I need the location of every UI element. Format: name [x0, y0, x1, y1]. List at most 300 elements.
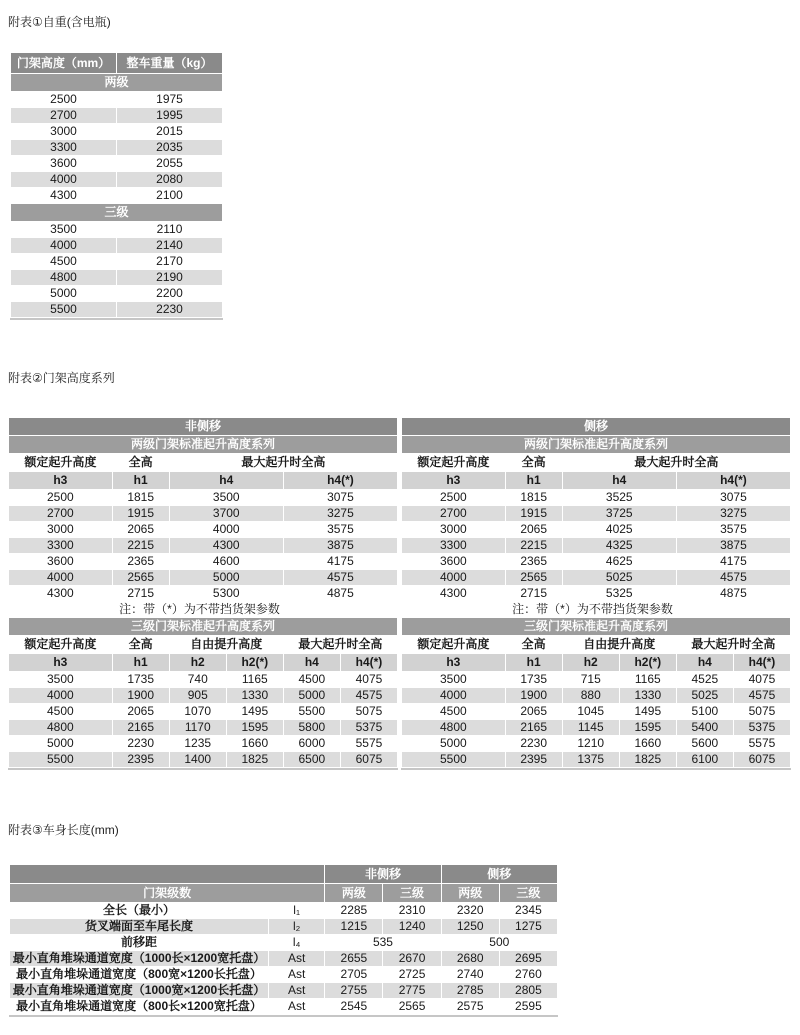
header-cell: h1 [113, 472, 169, 489]
cell: 1400 [170, 752, 226, 767]
cell: 2345 [500, 903, 557, 918]
cell: 1660 [227, 736, 283, 751]
row [402, 522, 790, 537]
cell: 3000 [9, 522, 112, 537]
row [10, 884, 557, 902]
row [11, 286, 222, 301]
self-weight-table [10, 52, 223, 320]
group-header-cell: 侧移 [442, 865, 557, 883]
cell: 2670 [383, 951, 440, 966]
row [11, 74, 222, 91]
cell: 2190 [117, 270, 222, 285]
cell: 2760 [500, 967, 557, 982]
cell: 2170 [117, 254, 222, 269]
cell: 4575 [341, 688, 397, 703]
header-cell: h4 [170, 472, 283, 489]
header-cell: h3 [402, 472, 505, 489]
cell: 3000 [11, 124, 116, 139]
cell: 4325 [563, 538, 676, 553]
cell: 1070 [170, 704, 226, 719]
cell: 2230 [113, 736, 169, 751]
header-cell: 最大起升时全高 [284, 636, 397, 653]
cell: 1330 [227, 688, 283, 703]
row [402, 436, 790, 453]
cell: 2230 [117, 302, 222, 317]
row [402, 454, 790, 471]
row [9, 636, 397, 653]
header-cell: h1 [113, 654, 169, 671]
cell: 2320 [442, 903, 499, 918]
cell: 2200 [117, 286, 222, 301]
cell: 3600 [9, 554, 112, 569]
row [9, 570, 397, 585]
cell: 1275 [500, 919, 557, 934]
row [11, 108, 222, 123]
cell: 1165 [227, 672, 283, 687]
cell: 1815 [506, 490, 562, 505]
cell: 5575 [341, 736, 397, 751]
symbol-cell: l₁ [269, 903, 324, 918]
row [9, 454, 397, 471]
row [402, 720, 790, 735]
row [9, 586, 397, 601]
cell: 1375 [563, 752, 619, 767]
cell: 1595 [620, 720, 676, 735]
row [9, 688, 397, 703]
cell: 1495 [620, 704, 676, 719]
cell: 3075 [677, 490, 790, 505]
header-cell: h4 [677, 654, 733, 671]
row [9, 654, 397, 671]
row-label-cell: 货叉端面至车尾长度 [10, 919, 268, 934]
mast-height-table-non-sideshift [8, 417, 398, 770]
cell: 5375 [734, 720, 790, 735]
series-header-cell: 两级门架标准起升高度系列 [9, 436, 397, 453]
row [11, 188, 222, 203]
row [9, 672, 397, 687]
row [402, 586, 790, 601]
cell: 3500 [9, 672, 112, 687]
cell: 1250 [442, 919, 499, 934]
header-cell: h4 [563, 472, 676, 489]
row [11, 222, 222, 237]
cell: 4500 [284, 672, 340, 687]
cell: 2700 [402, 506, 505, 521]
row [9, 522, 397, 537]
row [11, 254, 222, 269]
header-cell: h4(*) [677, 472, 790, 489]
cell: 4500 [402, 704, 505, 719]
cell: 1145 [563, 720, 619, 735]
cell: 4025 [563, 522, 676, 537]
table2-title: 附表②门架高度系列 [8, 371, 115, 385]
header-cell: 最大起升时全高 [170, 454, 397, 471]
cell: 1595 [227, 720, 283, 735]
header-cell: 最大起升时全高 [677, 636, 790, 653]
header-cell: h3 [402, 654, 505, 671]
cell: 2065 [113, 522, 169, 537]
cell: 5800 [284, 720, 340, 735]
row-label-cell: 最小直角堆垛通道宽度（1000长×1200宽托盘） [10, 951, 268, 966]
header-cell: h2(*) [620, 654, 676, 671]
row-label-cell: 最小直角堆垛通道宽度（1000宽×1200长托盘） [10, 983, 268, 998]
cell: 3725 [563, 506, 676, 521]
cell: 5000 [170, 570, 283, 585]
cell: 1210 [563, 736, 619, 751]
row [402, 506, 790, 521]
cell: 2805 [500, 983, 557, 998]
cell: 500 [442, 935, 557, 950]
cell: 1900 [506, 688, 562, 703]
cell: 4000 [11, 172, 116, 187]
row [402, 490, 790, 505]
row [9, 436, 397, 453]
row [9, 602, 397, 617]
cell: 2500 [402, 490, 505, 505]
cell: 1215 [325, 919, 382, 934]
header-cell: 两级 [325, 884, 382, 902]
cell: 715 [563, 672, 619, 687]
row [402, 472, 790, 489]
cell: 4625 [563, 554, 676, 569]
cell: 2065 [506, 522, 562, 537]
row [11, 92, 222, 107]
row [9, 618, 397, 635]
cell: 5000 [9, 736, 112, 751]
cell: 3575 [284, 522, 397, 537]
row [11, 204, 222, 221]
cell: 4000 [9, 688, 112, 703]
row [10, 951, 557, 966]
header-cell: 全高 [506, 454, 562, 471]
cell: 2575 [442, 999, 499, 1014]
row [11, 124, 222, 139]
header-cell: h4(*) [341, 654, 397, 671]
table1-title: 附表①自重(含电瓶) [8, 15, 111, 29]
cell: 4000 [402, 570, 505, 585]
row [10, 983, 557, 998]
cell: 1815 [113, 490, 169, 505]
row [402, 688, 790, 703]
symbol-cell: Ast [269, 951, 324, 966]
header-cell: h2 [170, 654, 226, 671]
note-cell: 注：带（*）为不带挡货架参数 [402, 602, 676, 617]
cell: 2500 [9, 490, 112, 505]
cell: 1165 [620, 672, 676, 687]
cell: 2785 [442, 983, 499, 998]
row [10, 903, 557, 918]
row [11, 172, 222, 187]
row [10, 865, 557, 883]
header-cell: h4(*) [284, 472, 397, 489]
symbol-cell: Ast [269, 967, 324, 982]
cell: 2110 [117, 222, 222, 237]
cell: 2715 [506, 586, 562, 601]
section-header-cell: 两级 [11, 74, 222, 91]
cell: 4575 [677, 570, 790, 585]
cell: 1660 [620, 736, 676, 751]
cell: 1825 [227, 752, 283, 767]
row [402, 418, 790, 435]
cell: 5000 [11, 286, 116, 301]
row [9, 704, 397, 719]
header-cell: h3 [9, 654, 112, 671]
row [9, 490, 397, 505]
symbol-cell: Ast [269, 983, 324, 998]
cell: 5025 [677, 688, 733, 703]
group-header-cell: 非侧移 [9, 418, 397, 435]
cell: 6100 [677, 752, 733, 767]
cell: 4300 [170, 538, 283, 553]
cell: 4075 [341, 672, 397, 687]
cell: 6075 [341, 752, 397, 767]
cell: 2080 [117, 172, 222, 187]
cell: 2065 [113, 704, 169, 719]
header-cell: 门架高度（mm） [11, 53, 116, 73]
cell: 2655 [325, 951, 382, 966]
cell: 2215 [113, 538, 169, 553]
cell: 3300 [9, 538, 112, 553]
series-header-cell: 三级门架标准起升高度系列 [402, 618, 790, 635]
row [402, 654, 790, 671]
cell: 3075 [284, 490, 397, 505]
cell: 2740 [442, 967, 499, 982]
cell: 4800 [402, 720, 505, 735]
cell: 2395 [506, 752, 562, 767]
header-cell: 自由提升高度 [563, 636, 676, 653]
cell: 3500 [170, 490, 283, 505]
cell: 5300 [170, 586, 283, 601]
header-cell: h2(*) [227, 654, 283, 671]
cell: 1975 [117, 92, 222, 107]
header-cell: 最大起升时全高 [563, 454, 790, 471]
cell: 1045 [563, 704, 619, 719]
cell: 6000 [284, 736, 340, 751]
row [11, 140, 222, 155]
cell: 4075 [734, 672, 790, 687]
row [11, 270, 222, 285]
row [402, 618, 790, 635]
header-cell: 三级 [383, 884, 440, 902]
cell: 2700 [11, 108, 116, 123]
cell: 2285 [325, 903, 382, 918]
cell: 2725 [383, 967, 440, 982]
cell: 2365 [113, 554, 169, 569]
cell: 2310 [383, 903, 440, 918]
cell: 4575 [734, 688, 790, 703]
cell: 2230 [506, 736, 562, 751]
cell: 2035 [117, 140, 222, 155]
cell: 2500 [11, 92, 116, 107]
cell: 2695 [500, 951, 557, 966]
header-cell: 两级 [442, 884, 499, 902]
row [402, 554, 790, 569]
cell: 2700 [9, 506, 112, 521]
cell: 3575 [677, 522, 790, 537]
group-header-cell: 非侧移 [325, 865, 440, 883]
empty-cell [284, 602, 340, 617]
cell: 5400 [677, 720, 733, 735]
cell: 3500 [11, 222, 116, 237]
cell: 5325 [563, 586, 676, 601]
row-label-cell: 前移距 [10, 935, 268, 950]
header-cell: h2 [563, 654, 619, 671]
cell: 4875 [677, 586, 790, 601]
row [10, 919, 557, 934]
cell: 3700 [170, 506, 283, 521]
cell: 2565 [113, 570, 169, 585]
header-cell: 门架级数 [10, 884, 324, 902]
cell: 740 [170, 672, 226, 687]
cell: 2165 [113, 720, 169, 735]
row [10, 999, 557, 1014]
row [402, 538, 790, 553]
cell: 2545 [325, 999, 382, 1014]
cell: 5375 [341, 720, 397, 735]
cell: 1735 [113, 672, 169, 687]
cell: 1825 [620, 752, 676, 767]
cell: 5000 [402, 736, 505, 751]
header-cell: 整车重量（kg） [117, 53, 222, 73]
row [11, 156, 222, 171]
cell: 2565 [383, 999, 440, 1014]
row [9, 554, 397, 569]
row [402, 672, 790, 687]
cell: 5500 [402, 752, 505, 767]
cell: 3300 [402, 538, 505, 553]
row [9, 736, 397, 751]
cell: 5075 [341, 704, 397, 719]
cell: 3500 [402, 672, 505, 687]
table3-title: 附表③车身长度(mm) [8, 823, 119, 837]
header-cell: h4(*) [734, 654, 790, 671]
cell: 1495 [227, 704, 283, 719]
cell: 4800 [9, 720, 112, 735]
symbol-cell: Ast [269, 999, 324, 1014]
series-header-cell: 三级门架标准起升高度系列 [9, 618, 397, 635]
row [11, 302, 222, 317]
cell: 2065 [506, 704, 562, 719]
cell: 3875 [677, 538, 790, 553]
row [402, 602, 790, 617]
row [402, 752, 790, 767]
body-length-table [9, 864, 558, 1017]
cell: 3600 [402, 554, 505, 569]
empty-cell [677, 602, 733, 617]
cell: 5025 [563, 570, 676, 585]
cell: 4300 [9, 586, 112, 601]
cell: 2140 [117, 238, 222, 253]
cell: 5500 [11, 302, 116, 317]
cell: 535 [325, 935, 440, 950]
header-cell: 额定起升高度 [9, 454, 112, 471]
cell: 2595 [500, 999, 557, 1014]
row [402, 704, 790, 719]
cell: 6500 [284, 752, 340, 767]
row [11, 238, 222, 253]
row [9, 538, 397, 553]
note-cell: 注：带（*）为不带挡货架参数 [9, 602, 283, 617]
cell: 2705 [325, 967, 382, 982]
cell: 5575 [734, 736, 790, 751]
cell: 6075 [734, 752, 790, 767]
cell: 880 [563, 688, 619, 703]
row [10, 967, 557, 982]
cell: 5600 [677, 736, 733, 751]
cell: 4300 [11, 188, 116, 203]
cell: 1995 [117, 108, 222, 123]
cell: 4175 [284, 554, 397, 569]
group-header-cell: 侧移 [402, 418, 790, 435]
row [9, 506, 397, 521]
cell: 1900 [113, 688, 169, 703]
header-cell: 全高 [113, 454, 169, 471]
cell: 4000 [170, 522, 283, 537]
cell: 4575 [284, 570, 397, 585]
cell: 5500 [9, 752, 112, 767]
cell: 3875 [284, 538, 397, 553]
cell: 3275 [677, 506, 790, 521]
cell: 2565 [506, 570, 562, 585]
cell: 905 [170, 688, 226, 703]
section-header-cell: 三级 [11, 204, 222, 221]
cell: 3000 [402, 522, 505, 537]
cell: 5500 [284, 704, 340, 719]
cell: 1235 [170, 736, 226, 751]
cell: 2365 [506, 554, 562, 569]
series-header-cell: 两级门架标准起升高度系列 [402, 436, 790, 453]
cell: 2680 [442, 951, 499, 966]
cell: 4500 [11, 254, 116, 269]
row [9, 418, 397, 435]
cell: 4000 [9, 570, 112, 585]
cell: 1330 [620, 688, 676, 703]
row-label-cell: 最小直角堆垛通道宽度（800宽×1200长托盘） [10, 967, 268, 982]
cell: 5000 [284, 688, 340, 703]
cell: 2100 [117, 188, 222, 203]
cell: 4525 [677, 672, 733, 687]
row [402, 736, 790, 751]
cell: 2755 [325, 983, 382, 998]
cell: 2015 [117, 124, 222, 139]
row [11, 53, 222, 73]
row [10, 935, 557, 950]
header-cell: 额定起升高度 [9, 636, 112, 653]
symbol-cell: l₂ [269, 919, 324, 934]
header-cell: 额定起升高度 [402, 454, 505, 471]
row-label-cell: 全长（最小） [10, 903, 268, 918]
header-cell: h1 [506, 654, 562, 671]
symbol-cell: l₄ [269, 935, 324, 950]
mast-height-table-sideshift [401, 417, 791, 770]
empty-cell [10, 865, 324, 883]
cell: 1915 [113, 506, 169, 521]
cell: 2775 [383, 983, 440, 998]
cell: 5075 [734, 704, 790, 719]
cell: 2165 [506, 720, 562, 735]
header-cell: 全高 [506, 636, 562, 653]
cell: 4500 [9, 704, 112, 719]
cell: 2055 [117, 156, 222, 171]
cell: 1170 [170, 720, 226, 735]
header-cell: 额定起升高度 [402, 636, 505, 653]
cell: 4000 [402, 688, 505, 703]
cell: 1735 [506, 672, 562, 687]
cell: 3525 [563, 490, 676, 505]
cell: 5100 [677, 704, 733, 719]
cell: 1915 [506, 506, 562, 521]
header-cell: h1 [506, 472, 562, 489]
